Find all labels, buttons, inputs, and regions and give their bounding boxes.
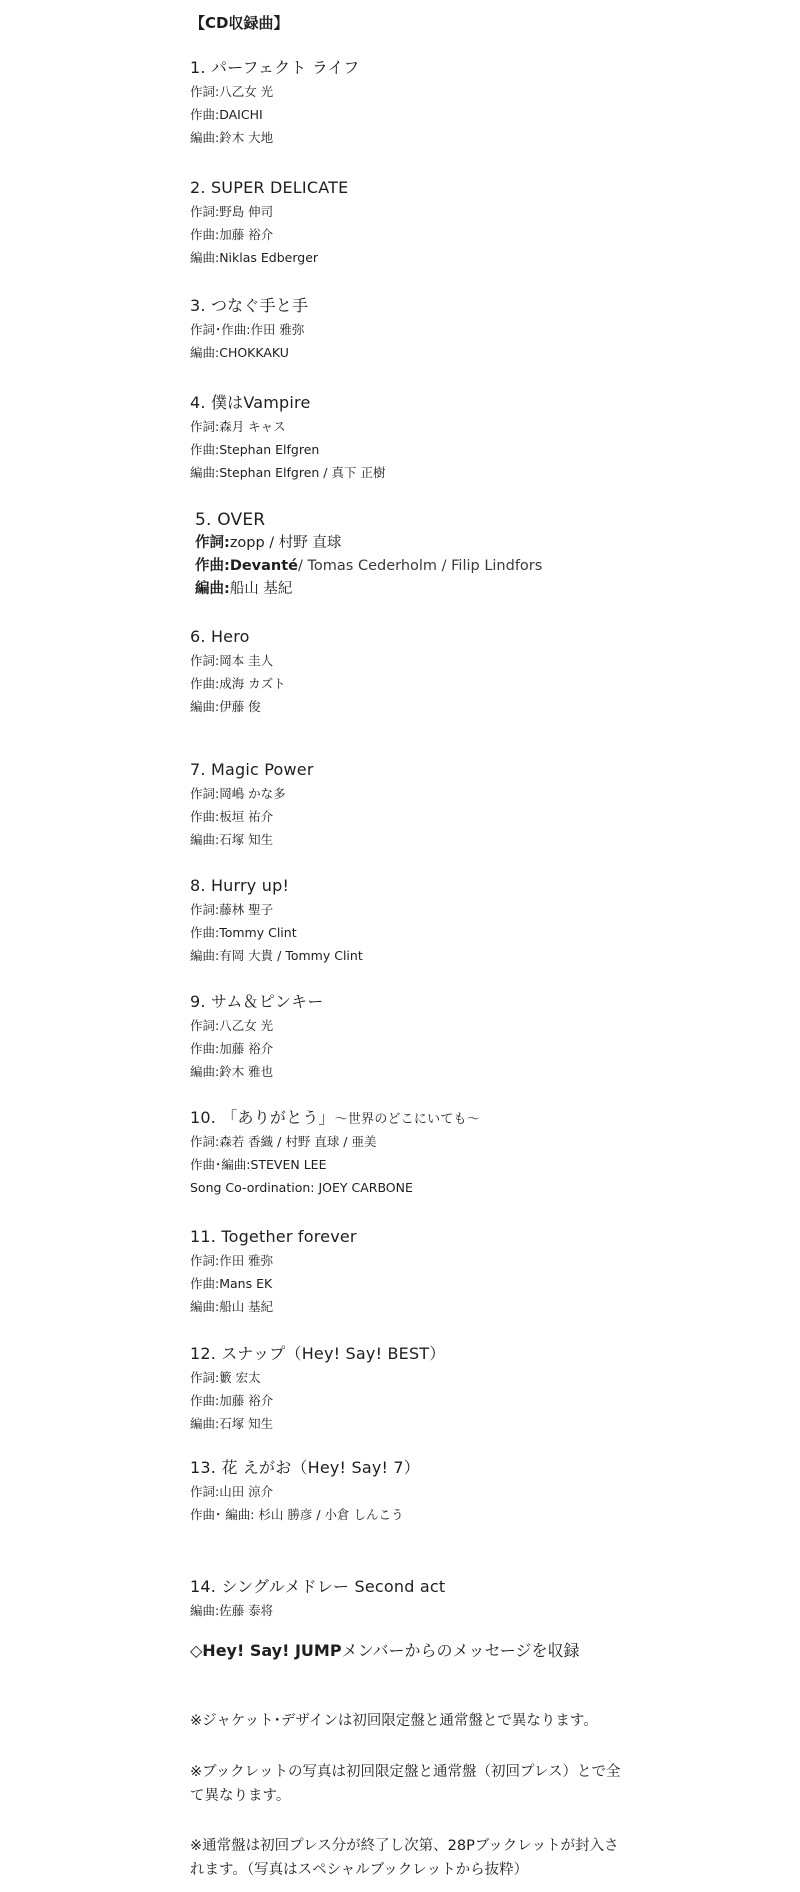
track-credit: 編曲:CHOKKAKU (190, 345, 289, 360)
track-credit: 編曲:有岡 大貴 / Tommy Clint (190, 948, 363, 963)
track-credit (195, 532, 542, 555)
track-credit: 作詞:森月 キャス (190, 419, 286, 434)
track-credit: 作詞:八乙女 光 (190, 1018, 274, 1033)
track-credit: 作曲･ 編曲: 杉山 勝彦 / 小倉 しんこう (190, 1507, 404, 1522)
track-9 (190, 992, 324, 1083)
track-title: 5. OVER (195, 510, 266, 530)
track-credit: 編曲:石塚 知生 (190, 1416, 274, 1431)
track-credit: 作詞:森若 香織 / 村野 直球 / 亜美 (190, 1134, 377, 1149)
track-title: 4. 僕はVampire (190, 393, 311, 412)
credit-label: 作詞: (195, 535, 230, 551)
track-credit: 作曲･編曲:STEVEN LEE (190, 1157, 327, 1172)
track-credit: 作詞:藤林 聖子 (190, 902, 274, 917)
track-credit: 編曲:伊藤 俊 (190, 699, 261, 714)
track-title: 6. Hero (190, 627, 250, 646)
message-text: メンバーからのメッセージを収録 (341, 1641, 580, 1660)
track-credit: 作詞:山田 涼介 (190, 1484, 274, 1499)
track-credit (195, 555, 542, 578)
note-regular-edition: ※通常盤は初回プレス分が終了し次第、28Pブックレットが封入されます。（写真はスペシャルブックレットから抜粋） (190, 1838, 619, 1878)
track-8 (190, 876, 363, 967)
track-12 (190, 1344, 445, 1435)
track-credit: 作曲:成海 カズト (190, 676, 286, 691)
track-2 (190, 178, 348, 269)
track-title: 8. Hurry up! (190, 876, 290, 895)
track-credit: 作曲:Stephan Elfgren (190, 442, 320, 457)
track-credit: 作詞:作田 雅弥 (190, 1253, 274, 1268)
track-13 (190, 1458, 420, 1526)
track-credit: 編曲:船山 基紀 (190, 1299, 274, 1314)
track-credit: 作曲:DAICHI (190, 107, 263, 122)
track-4 (190, 393, 385, 484)
track-credit (195, 578, 542, 601)
track-title: 1. パーフェクト ライフ (190, 58, 360, 77)
track-credit: 作詞:八乙女 光 (190, 84, 274, 99)
credit-value: / Tomas Cederholm / Filip Lindfors (298, 558, 543, 574)
track-6 (190, 627, 286, 718)
track-10 (190, 1108, 480, 1199)
note-booklet: ※ブックレットの写真は初回限定盤と通常盤（初回プレス）とで全て異なります。 (190, 1764, 621, 1804)
track-credit: 編曲:Stephan Elfgren / 真下 正樹 (190, 465, 386, 480)
track-credit: 編曲:佐藤 泰将 (190, 1603, 274, 1618)
track-title: 7. Magic Power (190, 760, 314, 779)
track-7 (190, 760, 314, 851)
track-credit: 作曲:加藤 裕介 (190, 1041, 274, 1056)
track-credit: Song Co-ordination: JOEY CARBONE (190, 1180, 413, 1195)
track-14 (190, 1577, 445, 1622)
track-title-main: 10. 「ありがとう」 (190, 1108, 335, 1127)
track-title: 9. サム＆ピンキー (190, 992, 324, 1011)
credit-label: 作曲: (195, 558, 230, 574)
track-title-subtitle: ～世界のどこにいても～ (334, 1112, 480, 1127)
track-credit: 編曲:石塚 知生 (190, 832, 274, 847)
track-credit: 作曲:加藤 裕介 (190, 1393, 274, 1408)
section-header: 【CD収録曲】 (190, 14, 289, 32)
track-1 (190, 58, 359, 149)
track-credit: 作詞:岡嶋 かな多 (190, 786, 286, 801)
note-jacket: ※ジャケット･デザインは初回限定盤と通常盤とで異なります。 (190, 1713, 598, 1729)
track-credit: 編曲:鈴木 雅也 (190, 1064, 274, 1079)
track-credit: 作曲:板垣 祐介 (190, 809, 274, 824)
track-title: 3. つなぐ手と手 (190, 296, 309, 315)
track-title: 11. Together forever (190, 1227, 357, 1246)
track-credit: 編曲:Niklas Edberger (190, 250, 319, 265)
credit-label: 編曲: (195, 581, 230, 597)
track-credit: 作詞:籔 宏太 (190, 1370, 261, 1385)
credit-value: 船山 基紀 (229, 581, 293, 597)
track-11 (190, 1227, 357, 1318)
track-title: 13. 花 えがお（Hey! Say! 7） (190, 1458, 420, 1477)
track-5 (195, 510, 542, 601)
track-3 (190, 296, 308, 364)
track-title (190, 1108, 480, 1130)
track-title: 12. スナップ（Hey! Say! BEST） (190, 1344, 446, 1363)
message-note (190, 1638, 579, 1661)
track-credit: 作曲:Tommy Clint (190, 925, 297, 940)
credit-value-bold: Devanté (229, 558, 299, 574)
track-credit: 編曲:鈴木 大地 (190, 130, 274, 145)
track-credit: 作詞･作曲:作田 雅弥 (190, 322, 305, 337)
track-title: 14. シングルメドレー Second act (190, 1577, 446, 1596)
track-title: 2. SUPER DELICATE (190, 178, 349, 197)
track-credit: 作曲:Mans EK (190, 1276, 273, 1291)
track-credit: 作詞:岡本 圭人 (190, 653, 274, 668)
track-credit: 作曲:加藤 裕介 (190, 227, 274, 242)
credit-value: zopp / 村野 直球 (229, 535, 342, 551)
track-credit: 作詞:野島 伸司 (190, 204, 274, 219)
message-group-name: ◇Hey! Say! JUMP (190, 1641, 342, 1660)
